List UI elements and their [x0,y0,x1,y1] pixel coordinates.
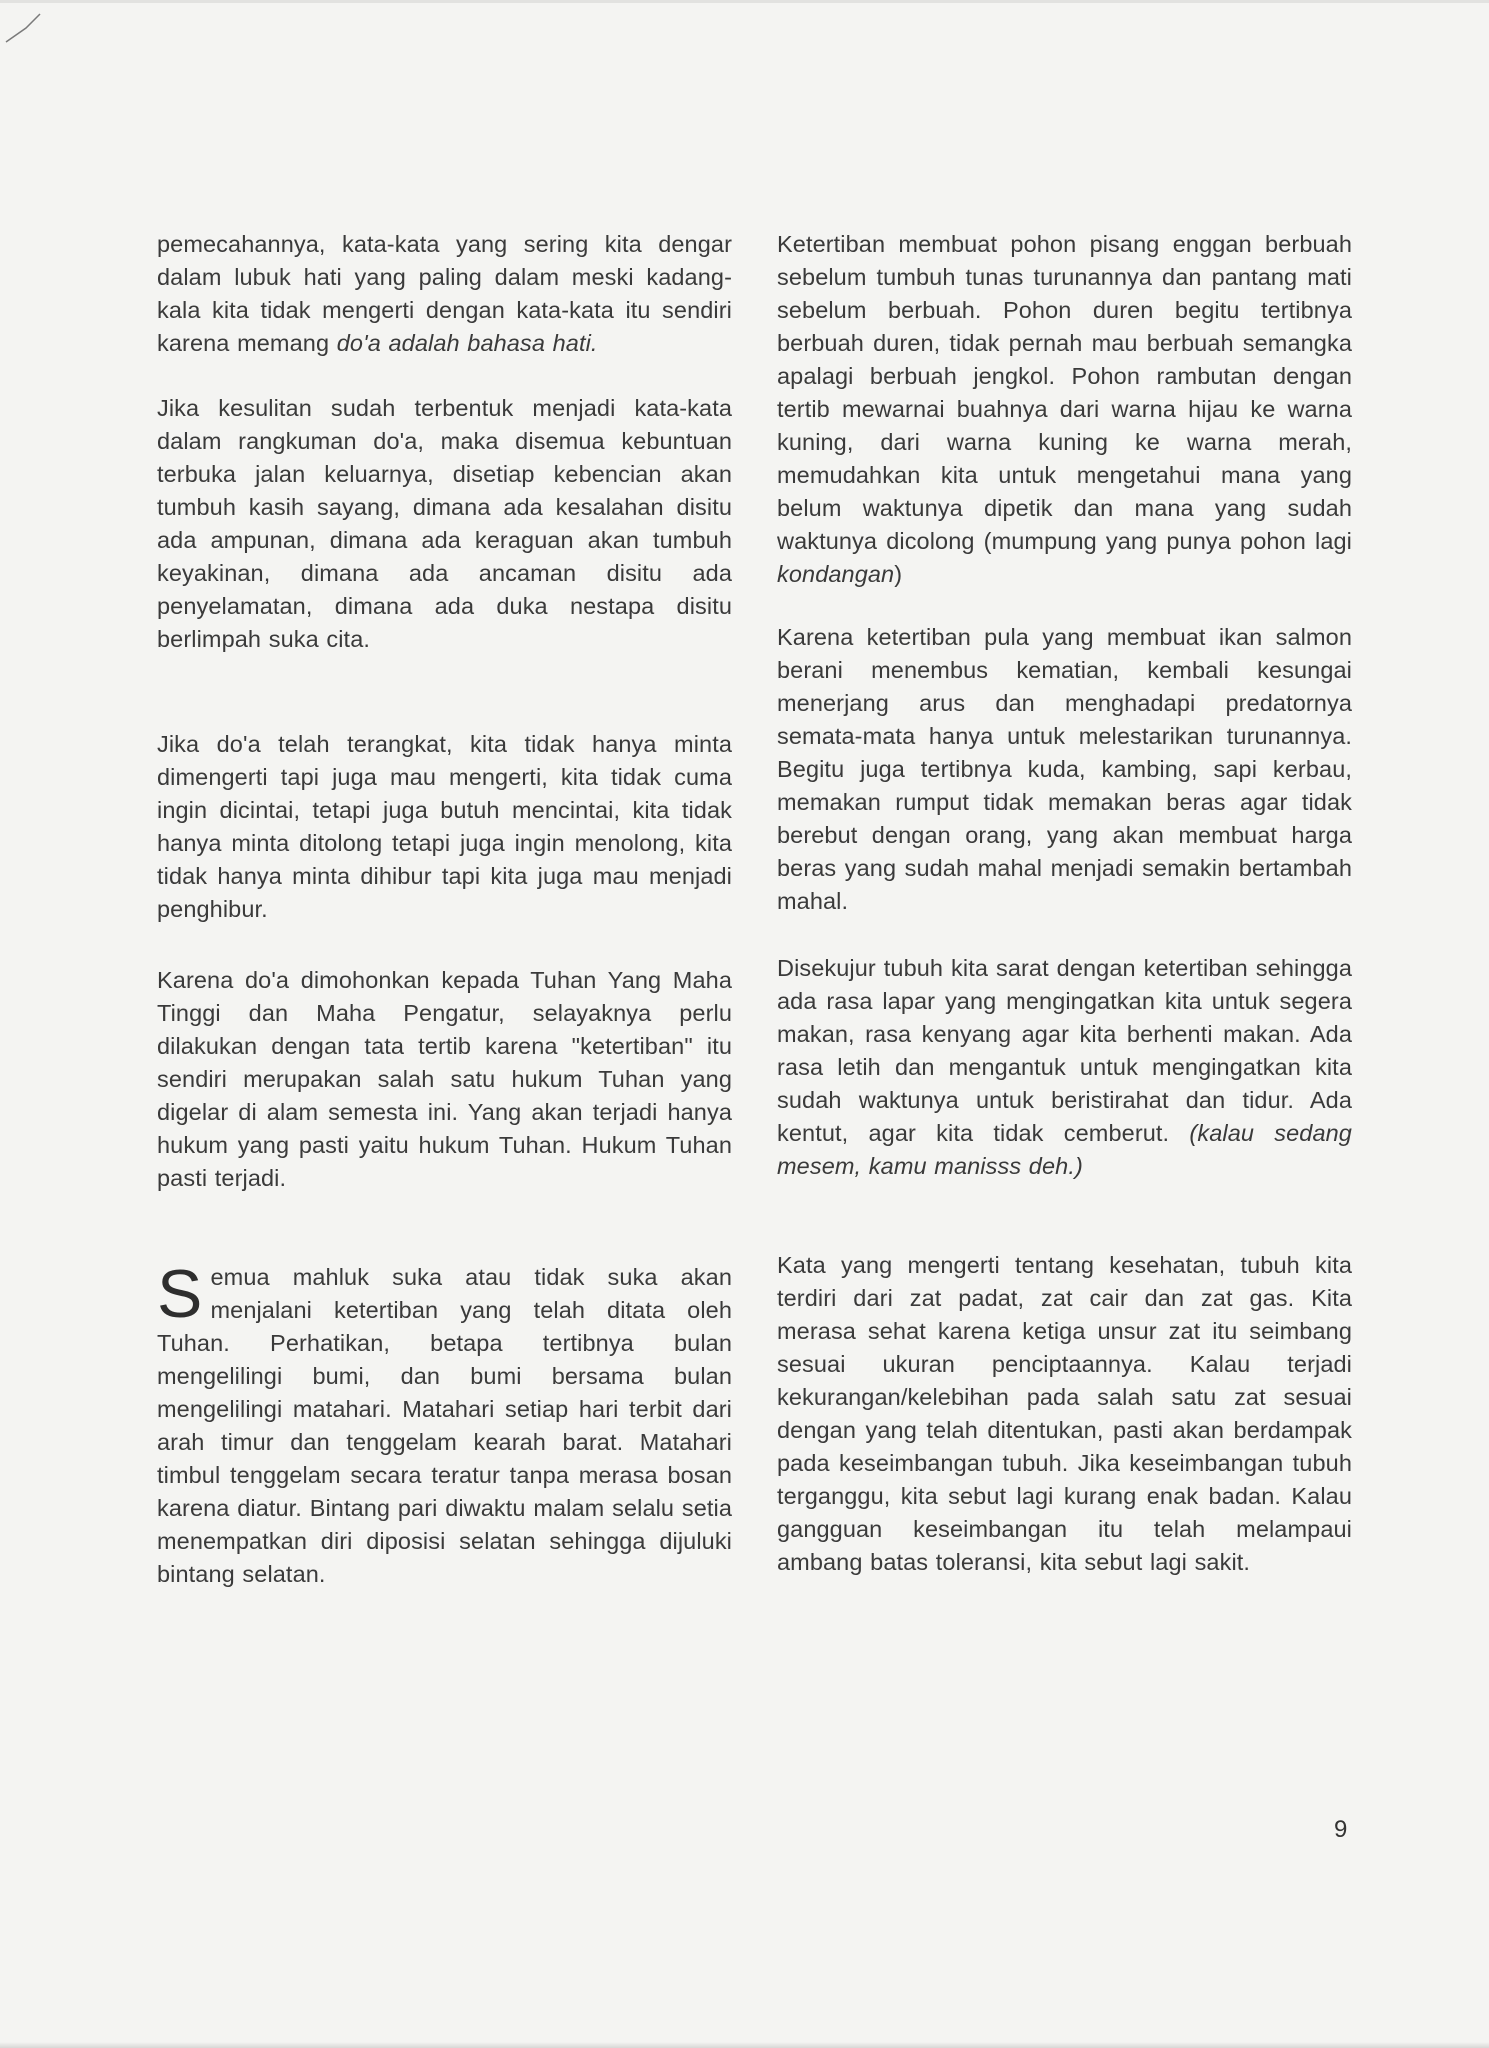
scan-top-edge [0,0,1489,3]
right-column [777,228,1352,1579]
pen-mark-icon [4,8,44,48]
paragraph-left-4: Karena do'a dimohonkan kepada Tuhan Yang Maha Tinggi dan Maha Pengatur, selayaknya perlu dilakukan dengan tata tertib karena "ketertiban" itu sendiri merupakan salah satu hukum Tuhan yang digelar di alam semesta ini. Yang akan terjadi hanya hukum yang pasti yaitu hukum Tuhan. Hukum Tuhan pasti terjadi. [157,967,732,1191]
italic-phrase: kondangan [777,561,895,587]
paragraph-left-5 [157,1256,732,1591]
scan-bottom-edge [0,2042,1489,2048]
closing-paren: ) [894,561,903,587]
paragraph-text: emua mahluk suka atau tidak suka akan menjalani ketertiban yang telah ditata oleh Tuhan. Perhatikan, betapa tertibnya bulan mengelilingi bumi, dan bumi bersama bulan mengelilingi matahari. Matahari setiap hari terbit dari arah timur dan tenggelam kearah barat. Matahari timbul tenggelam secara teratur tanpa merasa bosan karena diatur. Bintang pari diwaktu malam selalu setia menempatkan diri diposisi selatan sehingga dijuluki bintang selatan. [157,1264,732,1587]
paragraph-right-4: Kata yang mengerti tentang kesehatan, tubuh kita terdiri dari zat padat, zat cair dan zat gas. Kita merasa sehat karena ketiga unsur zat itu seimbang sesuai ukuran penciptaannya. Kalau terjadi kekurangan/kelebihan pada salah satu zat sesuai dengan yang telah ditentukan, pasti akan berdampak pada keseimbangan tubuh. Jika keseimbangan tubuh terganggu, kita sebut lagi kurang enak badan. Kalau gangguan keseimbangan itu telah melampaui ambang batas toleransi, kita sebut lagi sakit. [777,1252,1352,1575]
paragraph-text: Disekujur tubuh kita sarat dengan ketertiban sehingga ada rasa lapar yang mengingatkan kita untuk segera makan, rasa kenyang agar kita berhenti makan. Ada rasa letih dan mengantuk untuk mengingatkan kita sudah waktunya untuk beristirahat dan tidur. Ada kentut, agar kita tidak cemberut. [777,955,1352,1146]
paragraph-right-1 [777,228,1352,591]
paragraph-left-3: Jika do'a telah terangkat, kita tidak hanya minta dimengerti tapi juga mau mengerti, kita tidak cuma ingin dicintai, tetapi juga butuh mencintai, kita tidak hanya minta ditolong tetapi juga ingin menolong, kita tidak hanya minta dihibur tapi kita juga mau menjadi penghibur. [157,731,732,922]
left-column [157,228,732,1591]
paragraph-right-3 [777,952,1352,1183]
paragraph-text: Ketertiban membuat pohon pisang enggan berbuah sebelum tumbuh tunas turunannya dan pantang mati sebelum berbuah. Pohon duren begitu tertibnya berbuah duren, tidak pernah mau berbuah semangka apalagi berbuah jengkol. Pohon rambutan dengan tertib mewarnai buahnya dari warna hijau ke warna kuning, dari warna kuning ke warna merah, memudahkan kita untuk mengetahui mana yang belum waktunya dipetik dan mana yang sudah waktunya dicolong (mumpung yang punya pohon lagi [777,231,1352,554]
paragraph-text: pemecahannya, kata-kata yang sering kita dengar dalam lubuk hati yang paling dalam meski kadang-kala kita tidak mengerti dengan kata-kata itu sendiri karena memang [157,231,732,356]
paragraph-left-1 [157,228,732,360]
paragraph-right-2: Karena ketertiban pula yang membuat ikan salmon berani menembus kematian, kembali kesungai menerjang arus dan menghadapi predatornya semata-mata hanya untuk melestarikan turunannya. Begitu juga tertibnya kuda, kambing, sapi kerbau, memakan rumput tidak memakan beras agar tidak berebut dengan orang, yang akan membuat harga beras yang sudah mahal menjadi semakin bertambah mahal. [777,624,1352,914]
page-number: 9 [1334,1816,1348,1843]
drop-cap-letter: S [157,1256,203,1332]
italic-phrase: (kalau sedang mesem, kamu manisss deh.) [777,1120,1352,1179]
paragraph-left-2: Jika kesulitan sudah terbentuk menjadi kata-kata dalam rangkuman do'a, maka disemua kebuntuan terbuka jalan keluarnya, disetiap kebencian akan tumbuh kasih sayang, dimana ada kesalahan disitu ada ampunan, dimana ada keraguan akan tumbuh keyakinan, dimana ada ancaman disitu ada penyelamatan, dimana ada duka nestapa disitu berlimpah suka cita. [157,395,732,652]
italic-phrase: do'a adalah bahasa hati. [336,330,598,356]
